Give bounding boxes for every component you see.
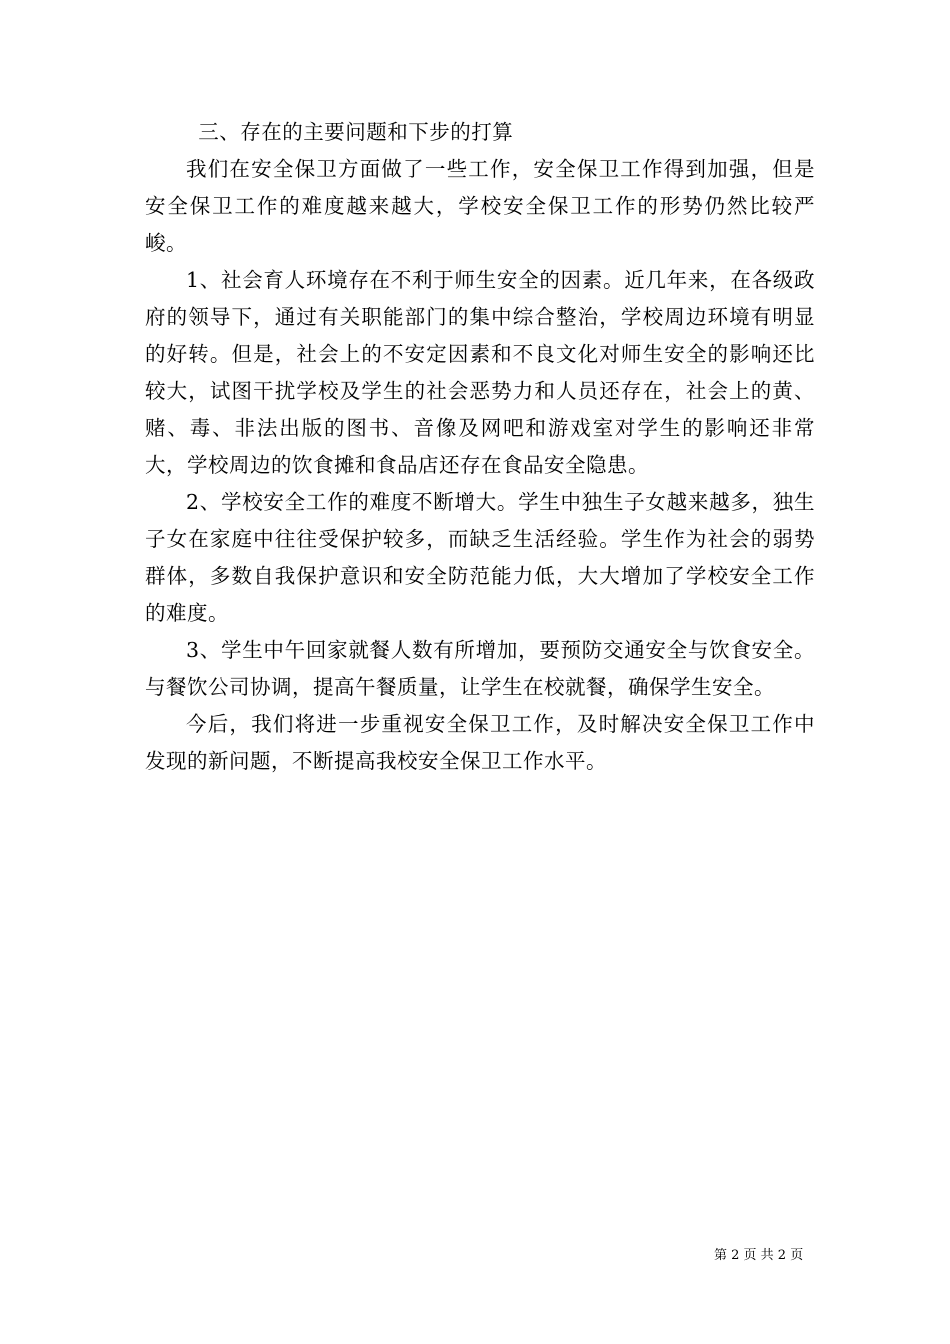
paragraph-intro: 我们在安全保卫方面做了一些工作，安全保卫工作得到加强，但是安全保卫工作的难度越来越大，学校安全保卫工作的形势仍然比较严峻。	[145, 157, 815, 255]
paragraph-item-2: 2、学校安全工作的难度不断增大。学生中独生子女越来越多，独生子女在家庭中往往受保护较多，而缺乏生活经验。学生作为社会的弱势群体，多数自我保护意识和安全防范能力低，大大增加了学校安全工作的难度。	[145, 490, 815, 625]
section-heading: 三、存在的主要问题和下步的打算	[198, 120, 514, 144]
paragraph-item-1: 1、社会育人环境存在不利于师生安全的因素。近几年来，在各级政府的领导下，通过有关职能部门的集中综合整治，学校周边环境有明显的好转。但是，社会上的不安定因素和不良文化对师生安全的影响还比较大，试图干扰学校及学生的社会恶势力和人员还存在，社会上的黄、赌、毒、非法出版的图书、音像及网吧和游戏室对学生的影响还非常大，学校周边的饮食摊和食品店还存在食品安全隐患。	[145, 268, 815, 477]
paragraph-conclusion: 今后，我们将进一步重视安全保卫工作，及时解决安全保卫工作中发现的新问题，不断提高我校安全保卫工作水平。	[145, 712, 815, 773]
paragraph-item-3: 3、学生中午回家就餐人数有所增加，要预防交通安全与饮食安全。与餐饮公司协调，提高午餐质量，让学生在校就餐，确保学生安全。	[145, 638, 815, 699]
page-number-footer: 第 2 页 共 2 页	[714, 1248, 804, 1263]
document-body	[145, 114, 815, 780]
